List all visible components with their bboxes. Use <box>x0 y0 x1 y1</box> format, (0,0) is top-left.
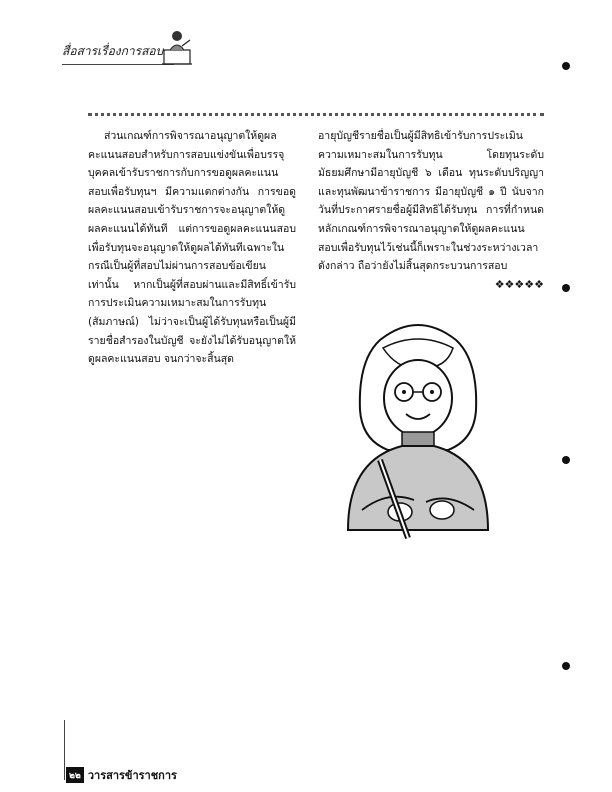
article-column-right <box>318 127 544 294</box>
person-writing-icon <box>160 28 194 68</box>
binder-hole-top <box>562 62 570 70</box>
page-footer <box>66 766 177 784</box>
footer-margin-line <box>64 720 65 780</box>
end-of-article-mark: ❖❖❖❖❖ <box>494 277 544 291</box>
dotted-divider <box>88 113 544 116</box>
binder-hole-upper <box>562 284 570 292</box>
section-title: สื่อสารเรื่องการสอบ <box>62 42 174 65</box>
article-paragraph-continued: อายุบัญชีรายชื่อเป็นผู้มีสิทธิเข้ารับการประเมินความเหมาะสมในการรับทุน โดยทุนระดับมัธยมศึกษามีอายุบัญชี ๖ เดือน ทุนระดับปริญญาและทุนพัฒนาข้าราชการ มีอายุบัญชี ๑ ปี นับจากวันที่ประกาศรายชื่อผู้มีสิทธิได้รับทุน การที่กำหนดหลักเกณฑ์การพิจารณาอนุญาตให้ดูผลคะแนนสอบเพื่อรับทุนไว้เช่นนี้ก็เพราะในช่วงระหว่างเวลาดังกล่าว ถือว่ายังไม่สิ้นสุดกระบวนการสอบ <box>318 130 544 273</box>
binder-hole-bottom <box>562 662 570 670</box>
binder-hole-lower <box>562 456 570 464</box>
publication-name: วารสารข้าราชการ <box>87 769 177 782</box>
woman-with-pen-illustration <box>318 300 518 550</box>
article-column-left <box>88 127 296 369</box>
page-number-badge: ๒๒ <box>66 767 84 783</box>
article-paragraph: ส่วนเกณฑ์การพิจารณาอนุญาตให้ดูผลคะแนนสอบสำหรับการสอบแข่งขันเพื่อบรรจุบุคคลเข้ารับราชการกับการขอดูผลคะแนนสอบเพื่อรับทุนฯ มีความแตกต่างกัน การขอดูผลคะแนนสอบเข้ารับราชการจะอนุญาตให้ดูผลคะแนนได้ทันที แต่การขอดูผลคะแนนสอบเพื่อรับทุนจะอนุญาตให้ดูผลได้ทันทีเฉพาะในกรณีเป็นผู้ที่สอบไม่ผ่านการสอบข้อเขียนเท่านั้น หากเป็นผู้ที่สอบผ่านและมีสิทธิ์เข้ารับการประเมินความเหมาะสมในการรับทุน (สัมภาษณ์) ไม่ว่าจะเป็นผู้ได้รับทุนหรือเป็นผู้มีรายชื่อสำรองในบัญชี จะยังไม่ได้รับอนุญาตให้ดูผลคะแนนสอบ จนกว่าจะสิ้นสุด <box>88 130 296 366</box>
